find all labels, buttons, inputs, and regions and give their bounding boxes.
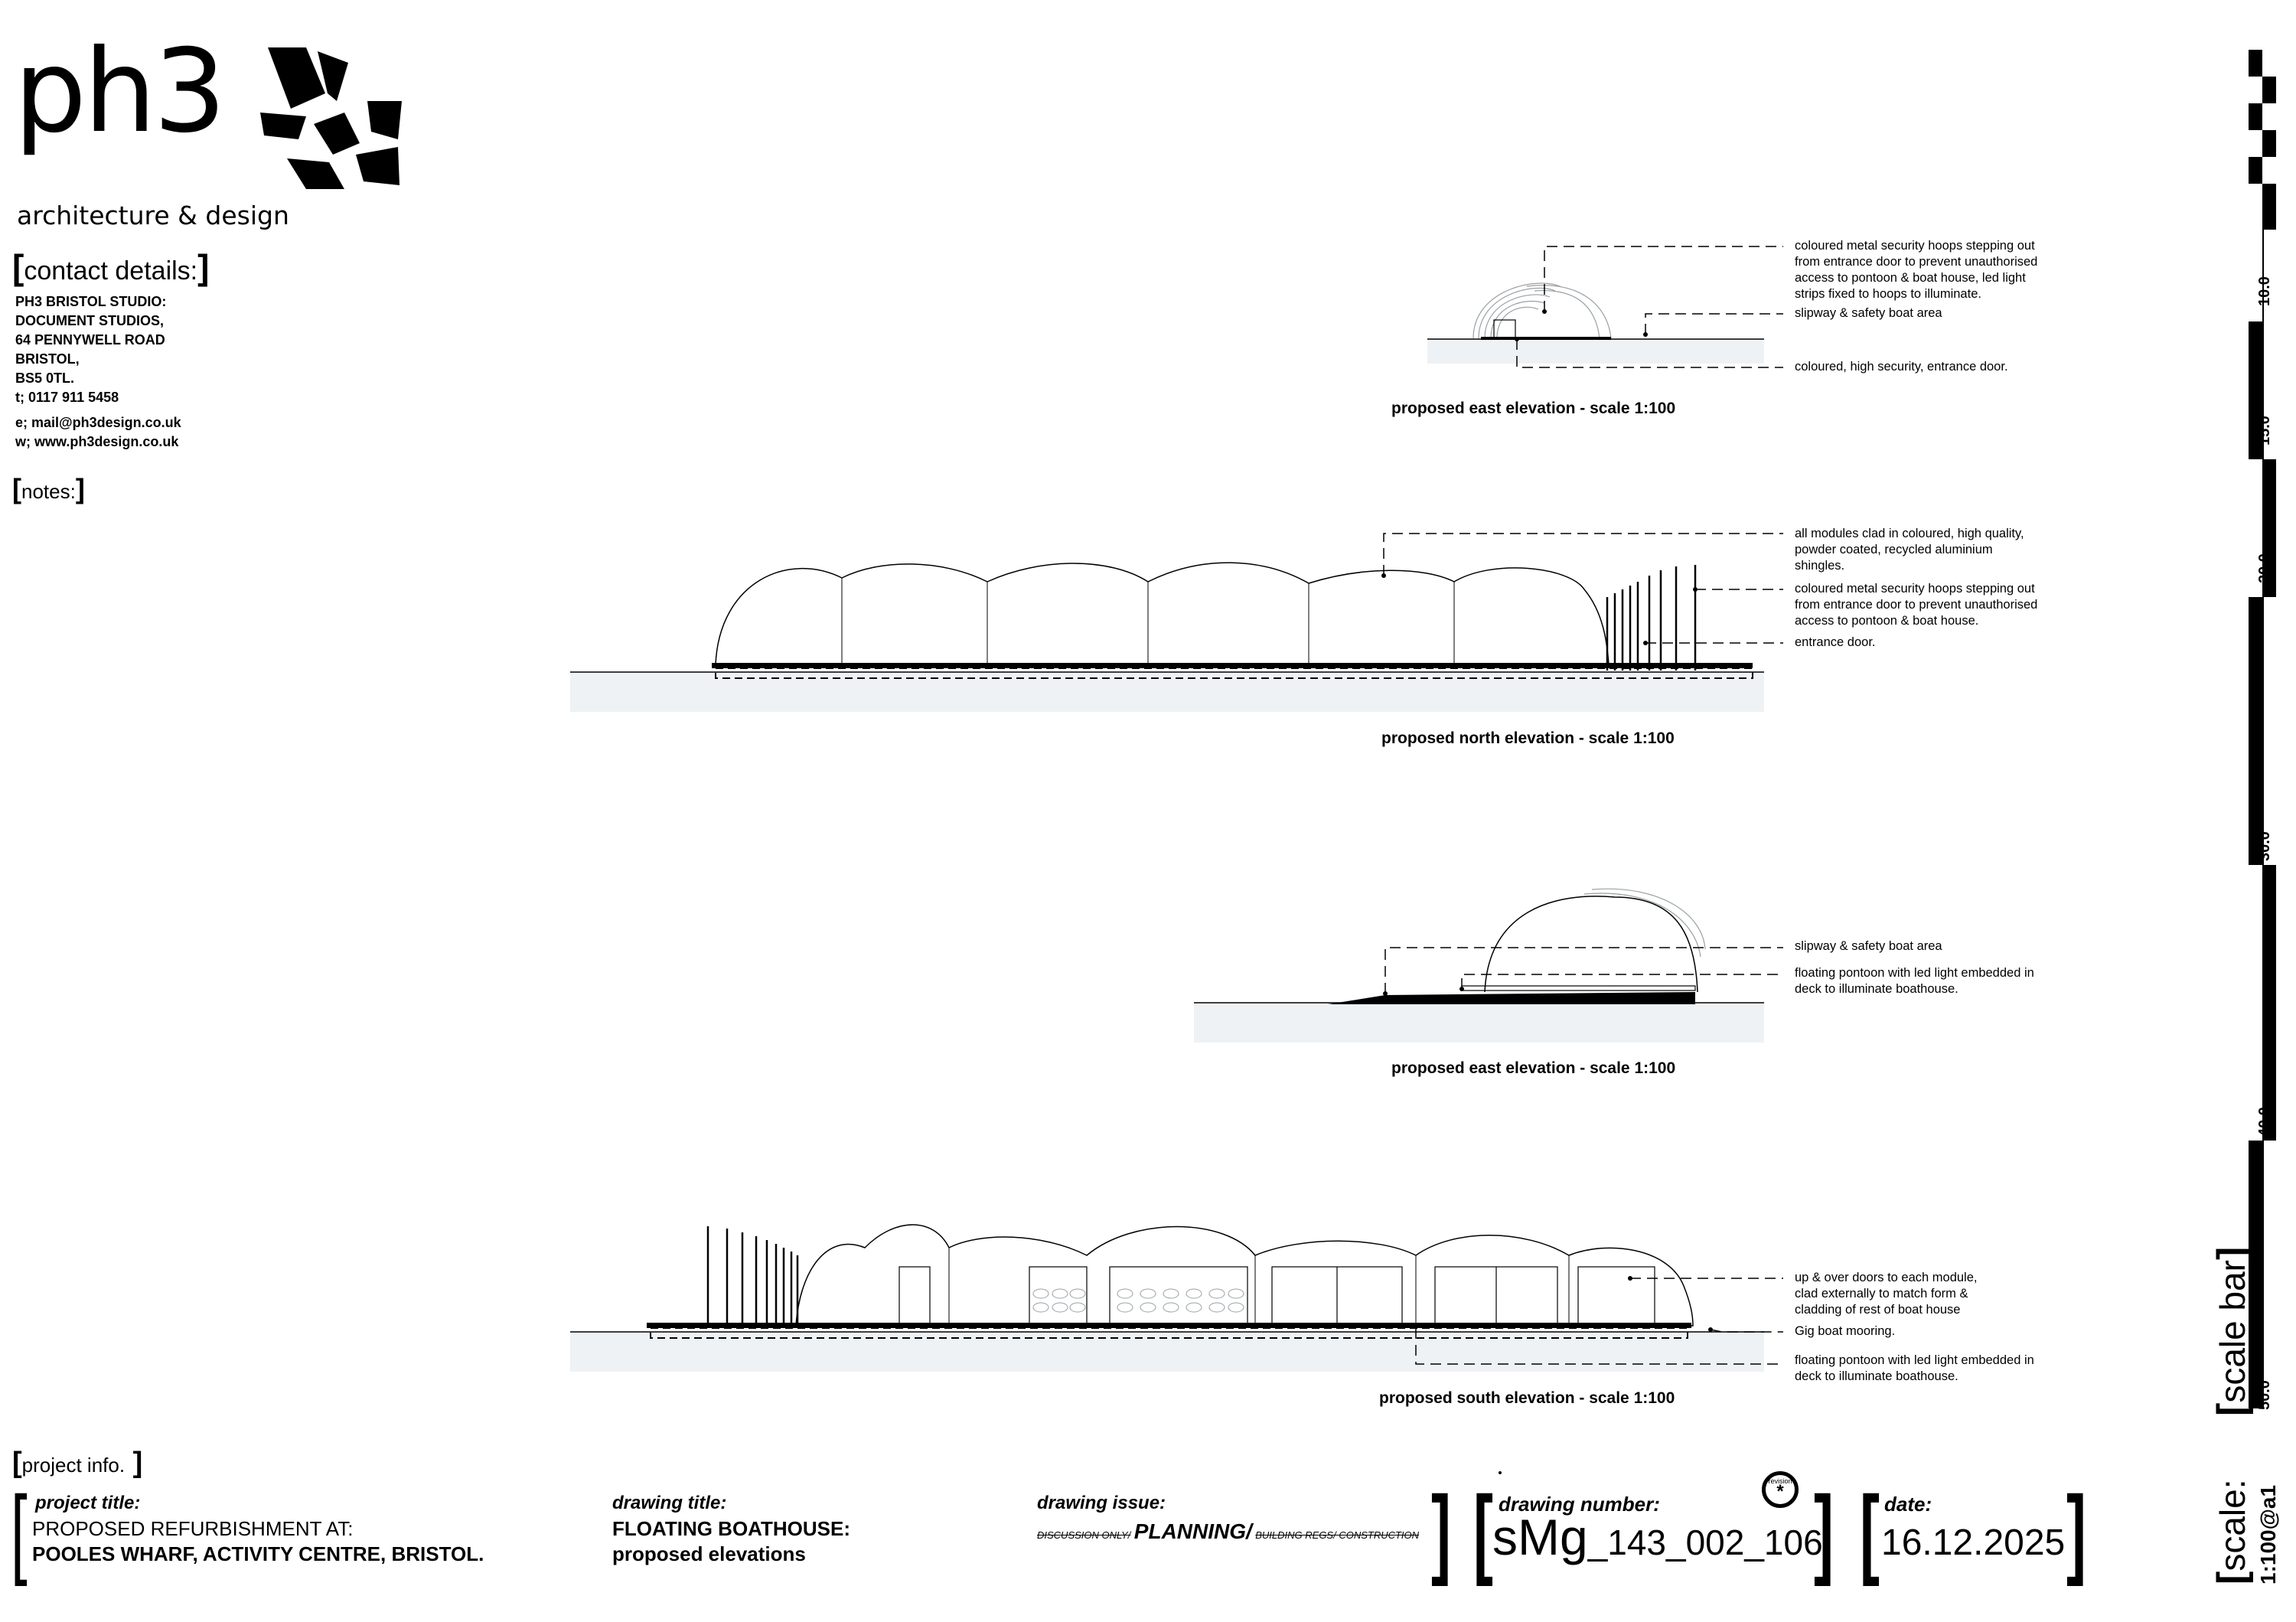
contact-heading: [contact details:] — [12, 247, 210, 287]
east-top-caption: proposed east elevation - scale 1:100 — [1391, 400, 1676, 417]
contact-line: PH3 BRISTOL STUDIO: — [15, 294, 167, 309]
entrance-door — [899, 1267, 930, 1324]
marker-dot — [1499, 1471, 1502, 1474]
project-info-heading-text: project info. — [21, 1454, 126, 1477]
project-title-label: project title: — [35, 1493, 141, 1513]
scale-label: [scale: — [2210, 1479, 2254, 1584]
contact-line: BRISTOL, — [15, 351, 80, 367]
contact-web[interactable]: w; www.ph3design.co.uk — [15, 434, 179, 449]
north-note-hoops: coloured metal security hoops stepping out from entrance door to prevent unauthorised access to pontoon & boat house. — [1795, 582, 2038, 628]
drawing-title-line1: FLOATING BOATHOUSE: — [612, 1517, 851, 1540]
drawing-issue-row — [1037, 1519, 1419, 1544]
south-note-mooring: Gig boat mooring. — [1795, 1324, 1896, 1338]
project-title-line2: POOLES WHARF, ACTIVITY CENTRE, BRISTOL. — [32, 1542, 484, 1565]
contact-phone: t; 0117 911 5458 — [15, 390, 119, 405]
project-title-line1: PROPOSED REFURBISHMENT AT: — [32, 1517, 354, 1540]
contact-heading-text: contact details: — [24, 256, 198, 286]
revision-badge — [1762, 1471, 1799, 1508]
contact-email[interactable]: e; mail@ph3design.co.uk — [15, 415, 181, 430]
issue-discussion: DISCUSSION ONLY/ — [1037, 1529, 1131, 1541]
issue-building-regs: BUILDING REGS/ CONSTRUCTION — [1255, 1529, 1420, 1541]
drawing-number-prefix: sMg — [1492, 1509, 1588, 1565]
contact-line: DOCUMENT STUDIOS, — [15, 313, 165, 328]
scale-bar — [2242, 46, 2296, 1424]
security-hoops — [708, 1226, 797, 1324]
east-bottom-caption: proposed east elevation - scale 1:100 — [1391, 1059, 1676, 1077]
drawing-number-suffix: _143_002_106 — [1587, 1522, 1823, 1562]
boathouse-modules — [716, 563, 1609, 664]
scale-label-text: scale: — [2213, 1479, 2252, 1571]
water-area — [1427, 339, 1764, 364]
east-bottom-note-pontoon: floating pontoon with led light embedded in deck to illuminate boathouse. — [1795, 966, 2034, 996]
drawing-title-line2: proposed elevations — [612, 1542, 806, 1565]
security-hoops — [1607, 565, 1695, 671]
date-value: 16.12.2025 — [1881, 1522, 2066, 1563]
date-label: date: — [1884, 1493, 1932, 1516]
water-area — [1194, 1003, 1764, 1043]
slipway — [1328, 992, 1695, 1004]
drawing-issue-label: drawing issue: — [1037, 1493, 1166, 1513]
scale-value: 1:100@a1 — [2256, 1484, 2280, 1584]
drawing-number — [1492, 1509, 1823, 1565]
boathouse-profile — [1485, 896, 1698, 992]
east-elevation-bottom — [1194, 889, 1783, 1043]
bracket-right: ] — [1431, 1475, 1451, 1587]
east-bottom-note-slipway: slipway & safety boat area — [1795, 939, 1942, 953]
south-caption: proposed south elevation - scale 1:100 — [1379, 1389, 1675, 1407]
bracket-right: ] — [1814, 1475, 1834, 1587]
east-top-note-door: coloured, high security, entrance door. — [1795, 360, 2008, 374]
up-over-doors — [1029, 1267, 1655, 1324]
scale-tick-20: 20.0 — [2256, 553, 2273, 583]
logo-tagline: architecture & design — [17, 201, 289, 230]
north-elevation — [570, 534, 1783, 712]
north-note-cladding: all modules clad in coloured, high quality, powder coated, recycled aluminium shingles. — [1795, 527, 2024, 573]
boathouse-modules — [796, 1225, 1693, 1326]
south-note-pontoon: floating pontoon with led light embedded in deck to illuminate boathouse. — [1795, 1353, 2034, 1383]
scale-tick-50: 50.0 — [2256, 1380, 2273, 1410]
bracket-right: ] — [2066, 1475, 2086, 1587]
notes-heading-text: notes: — [21, 480, 76, 503]
revision-label: revision — [1768, 1477, 1792, 1485]
scale-bar-title-text: scale bar — [2213, 1260, 2252, 1403]
drawing-number-label: drawing number: — [1499, 1493, 1660, 1516]
pontoon — [647, 1323, 1691, 1328]
scale-tick-40: 40.0 — [2256, 1107, 2273, 1137]
east-top-note-slipway: slipway & safety boat area — [1795, 306, 1942, 320]
contact-line: 64 PENNYWELL ROAD — [15, 332, 165, 348]
south-note-doors: up & over doors to each module, clad externally to match form & cladding of rest of boat house — [1795, 1271, 1978, 1317]
bracket-left: [ — [1473, 1475, 1493, 1587]
scale-bar-title: [scale bar] — [2210, 1246, 2254, 1416]
pontoon — [712, 663, 1753, 668]
project-info-heading: [project info. ] — [12, 1447, 143, 1479]
drawing-title-label: drawing title: — [612, 1493, 727, 1513]
issue-planning: PLANNING/ — [1133, 1519, 1252, 1543]
logo-wordmark: ph3 — [14, 25, 223, 158]
contact-line: BS5 0TL. — [15, 370, 75, 386]
notes-heading: [notes:] — [12, 473, 85, 504]
bracket-left: [ — [11, 1475, 28, 1587]
revision-value: * — [1776, 1481, 1784, 1502]
north-caption: proposed north elevation - scale 1:100 — [1381, 729, 1675, 747]
south-elevation — [570, 1225, 1783, 1372]
east-top-note-hoops: coloured metal security hoops stepping out from entrance door to prevent unauthorised access to pontoon & boat house, led light strips fixed to hoops to illuminate. — [1795, 239, 2038, 301]
east-elevation-top — [1427, 246, 1783, 367]
north-note-door: entrance door. — [1795, 635, 1876, 649]
scale-tick-15: 15.0 — [2256, 416, 2273, 445]
scale-tick-10: 10.0 — [2256, 276, 2273, 306]
bracket-left: [ — [1860, 1475, 1880, 1587]
scale-tick-30: 30.0 — [2256, 831, 2273, 861]
